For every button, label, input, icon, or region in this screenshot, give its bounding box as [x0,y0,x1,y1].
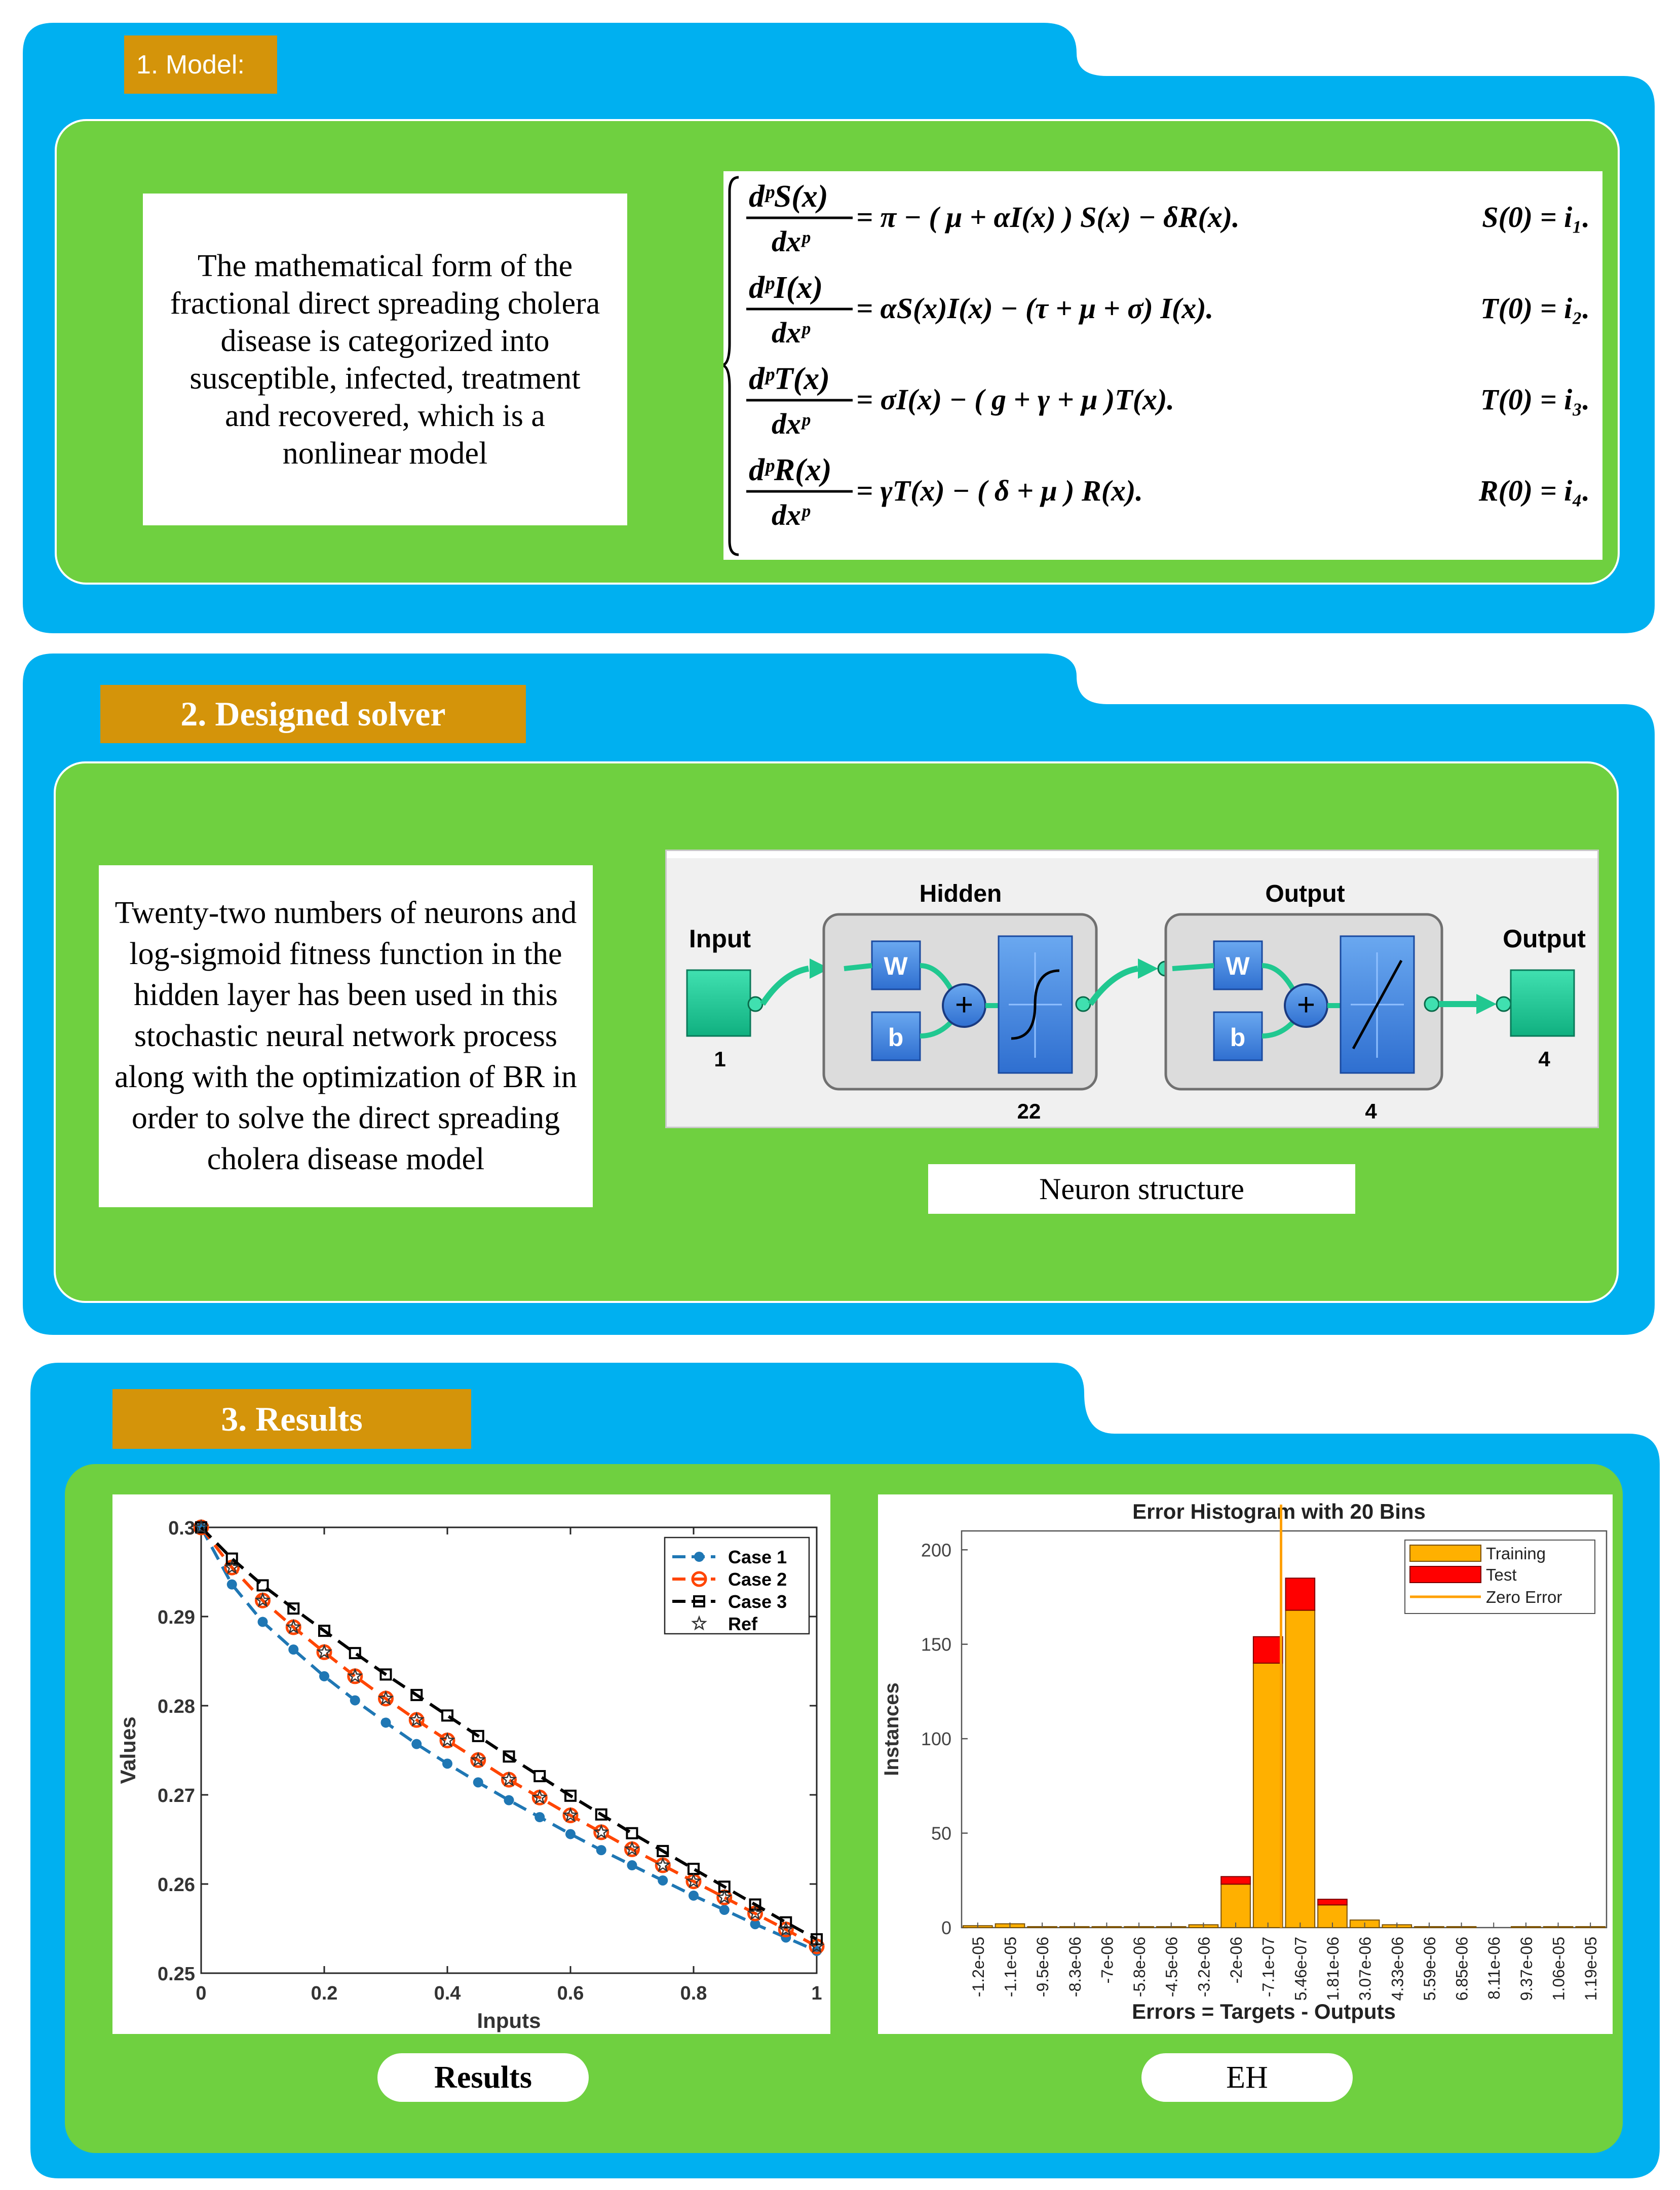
y-axis-label: Instances [881,1682,903,1776]
section3-label: 3. Results [112,1389,471,1449]
data-point [442,1758,452,1769]
training-bar [1221,1884,1250,1928]
x-tick-label: -8.3e-06 [1065,1937,1084,1997]
equation-numerator: dᵖS(x) [749,179,828,214]
histogram-title: Error Histogram with 20 Bins [1132,1500,1426,1523]
data-point [288,1644,298,1655]
data-point [658,1875,668,1886]
data-point [411,1739,422,1749]
data-point [319,1671,329,1681]
data-point [258,1617,268,1627]
output-layer-label: Output [1265,880,1345,907]
histogram-bin [1286,1578,1315,1928]
data-point [534,1812,545,1822]
initial-condition: T(0) = i₃. [1480,383,1590,416]
y-axis-label: Values [116,1716,140,1784]
data-point [627,1860,637,1870]
x-tick-label: 3.07e-06 [1356,1937,1374,2001]
results-line-chart [112,1494,830,2034]
network-svg [667,851,1597,1127]
x-tick-label: 1 [811,1983,822,2004]
equation-denominator: dxᵖ [772,225,810,258]
x-tick-label: -4.5e-06 [1162,1937,1181,1997]
data-point [227,1580,237,1590]
x-tick-label: 1.19e-05 [1582,1937,1600,2001]
x-tick-label: -1.1e-05 [1001,1937,1020,1997]
y-tick-label: 50 [931,1823,951,1844]
legend-entry: Case 1 [728,1547,787,1567]
x-tick-label: -9.5e-06 [1034,1937,1052,1997]
initial-condition: T(0) = i₂. [1480,292,1590,325]
x-tick-label: 1.81e-06 [1323,1937,1342,2001]
solver-description [99,865,593,1207]
legend-entry: Ref [728,1613,758,1634]
equation-rhs: = γT(x) − ( δ + μ ) R(x). [856,474,1143,507]
equation-denominator: dxᵖ [772,407,810,440]
x-tick-label: -1.2e-05 [969,1937,987,1997]
x-tick-label: 0.4 [434,1983,461,2004]
initial-condition: R(0) = i₄. [1478,474,1590,507]
x-tick-label: -2e-06 [1227,1937,1246,1984]
data-point [381,1717,391,1727]
hidden-sum-symbol: + [954,987,974,1022]
x-tick-label: 0.8 [680,1983,707,2004]
y-tick-label: 200 [921,1540,951,1561]
equation-numerator: dᵖR(x) [749,453,832,487]
hidden-weight-symbol: W [884,952,908,980]
section1-label: 1. Model: [124,35,277,94]
y-tick-label: 0.28 [158,1696,195,1717]
results-chart-container [112,1494,830,2034]
equation-system [723,171,1602,560]
data-point [719,1905,730,1915]
data-point [350,1695,360,1705]
histogram-legend [1405,1540,1595,1613]
output-bias-symbol: b [1230,1023,1246,1052]
x-tick-label: 5.46e-07 [1291,1937,1310,2001]
model-description-text: The mathematical form of the fractional direct spreading cholera disease is categorized into susceptible, infected, treatment and recovered, which is a nonlinear model [170,248,600,471]
equation-rhs: = αS(x)I(x) − (τ + μ + σ) I(x). [856,292,1214,325]
x-tick-label: -5.8e-06 [1130,1937,1149,1997]
input-size: 1 [714,1047,726,1071]
output-layer-size: 4 [1365,1099,1377,1123]
equation-numerator: dᵖT(x) [749,362,830,396]
histogram-bin [1253,1637,1283,1928]
training-bar [1253,1663,1283,1928]
x-tick-label: 4.33e-06 [1388,1937,1407,2001]
x-tick-label: -7.1e-07 [1259,1937,1278,1997]
y-tick-label: 150 [921,1634,951,1655]
x-tick-label: 8.11e-06 [1485,1937,1504,2000]
equation-rhs: = π − ( μ + αI(x) ) S(x) − δR(x). [856,201,1240,234]
chart-legend [665,1538,809,1634]
error-histogram [878,1494,1613,2034]
histogram-bin [1221,1876,1250,1928]
x-tick-label: 6.85e-06 [1453,1937,1471,2001]
legend-swatch-training [1410,1545,1481,1561]
x-axis-label: Errors = Targets - Outputs [1132,2000,1396,2023]
test-bar [1286,1578,1315,1610]
equation-rhs: = σI(x) − ( g + γ + μ )T(x). [856,383,1174,416]
results-caption: Results [377,2053,589,2102]
y-tick-label: 0.3 [168,1518,195,1539]
final-output-label: Output [1503,925,1586,953]
y-tick-label: 0 [941,1917,951,1938]
initial-condition: S(0) = i₁. [1482,201,1590,234]
equation-denominator: dxᵖ [772,316,810,349]
x-tick-label: 0.2 [311,1983,338,2004]
data-point [504,1795,514,1805]
y-tick-label: 100 [921,1728,951,1750]
section2-label: 2. Designed solver [100,685,526,743]
legend-swatch-test [1410,1566,1481,1583]
input-block [687,970,750,1036]
final-output-size: 4 [1538,1047,1550,1071]
x-tick-label: 0 [196,1983,207,2004]
legend-entry: Training [1486,1544,1546,1563]
x-axis-label: Inputs [477,2009,541,2032]
model-description [143,194,627,525]
data-point [473,1777,483,1787]
hidden-bias-symbol: b [888,1023,904,1052]
test-bar [1318,1899,1347,1905]
x-tick-label: 5.59e-06 [1420,1937,1439,2001]
y-tick-label: 0.25 [158,1964,195,1985]
solver-description-text: Twenty-two numbers of neurons and log-sigmoid fitness function in the hidden layer has been used in this stochastic neural network process along with the optimization of BR in order to solve the direct spreading cholera disease model [114,896,577,1176]
data-point [689,1891,699,1901]
data-point [694,1552,704,1562]
legend-entry: Case 3 [728,1591,787,1612]
equation-numerator: dᵖI(x) [749,271,823,305]
equation-box [723,171,1602,560]
output-sum-symbol: + [1296,987,1316,1022]
x-tick-label: 0.6 [557,1983,584,2004]
left-brace [723,177,739,555]
data-point [596,1845,606,1855]
legend-entry: Zero Error [1486,1588,1562,1606]
hidden-label: Hidden [919,880,1002,907]
training-bar [1286,1610,1315,1928]
output-weight-symbol: W [1226,952,1250,980]
legend-entry: Test [1486,1565,1517,1584]
y-tick-label: 0.27 [158,1785,195,1807]
x-tick-label: 9.37e-06 [1517,1937,1536,2001]
test-bar [1253,1637,1283,1663]
data-point [565,1829,576,1839]
y-tick-label: 0.26 [158,1874,195,1896]
input-label: Input [689,925,751,953]
equation-denominator: dxᵖ [772,498,810,531]
x-tick-label: 1.06e-05 [1549,1937,1568,2001]
test-bar [1221,1876,1250,1884]
final-output-block [1511,970,1574,1036]
y-tick-label: 0.29 [158,1607,195,1628]
x-tick-label: -3.2e-06 [1195,1937,1213,1997]
hidden-size: 22 [1017,1099,1041,1123]
network-diagram [665,850,1599,1128]
neuron-structure-caption: Neuron structure [928,1164,1355,1214]
eh-caption: EH [1141,2053,1353,2102]
histogram-container [878,1494,1613,2034]
x-tick-label: -7e-06 [1098,1937,1117,1984]
legend-entry: Case 2 [728,1569,787,1590]
